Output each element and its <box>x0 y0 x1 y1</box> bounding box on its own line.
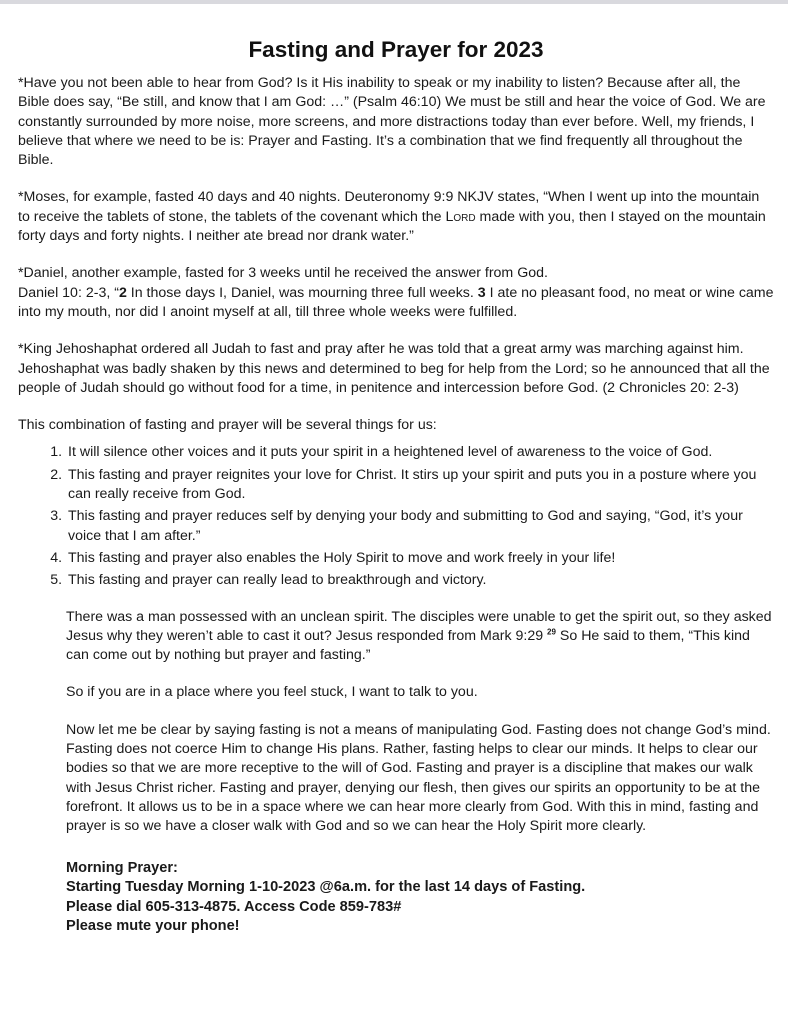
list-item: 2. This fasting and prayer reignites your love for Christ. It stirs up your spirit and puts you in a posture where you can really receive from God. <box>66 466 774 505</box>
combination-intro: This combination of fasting and prayer will be several things for us: <box>18 417 437 434</box>
unclean-spirit-paragraph <box>66 608 774 666</box>
morning-prayer-heading: Morning Prayer: <box>66 859 178 876</box>
list-item: 4. This fasting and prayer also enables the Holy Spirit to move and work freely in your life! <box>66 549 774 568</box>
daniel-paragraph <box>18 264 774 322</box>
unclean-text-before: There was a man possessed with an unclean spirit. The disciples were unable to get the spirit out, so they asked Jesus why they weren’t able to cast it out? Jesus responded from Mark 9:29 <box>66 608 772 644</box>
morning-prayer-start: Starting Tuesday Morning 1-10-2023 @6a.m. for the last 14 days of Fasting. <box>66 879 586 896</box>
daniel-text-3: I ate no pleasant food, no meat or wine came into my mouth, nor did I anoint myself at all, till three whole weeks were fulfilled. <box>18 284 774 320</box>
morning-prayer-mute: Please mute your phone! <box>66 918 240 935</box>
intro-paragraph: *Have you not been able to hear from God? Is it His inability to speak or my inability to listen? Because after all, the Bible does say, “Be still, and know that I am God: …” (Psalm 46:10) We must be still and hear the voice of God. We are constantly surrounded by more noise, more screens, and more distractions today than ever before. Well, my friends, I believe that where we need to be is: Prayer and Fasting. It’s a combination that we find frequently all throughout the Bible. <box>18 75 766 169</box>
daniel-line-1: *Daniel, another example, fasted for 3 weeks until he received the answer from God. <box>18 265 548 282</box>
list-item: 5. This fasting and prayer can really lead to breakthrough and victory. <box>66 571 774 590</box>
list-item: 1. It will silence other voices and it puts your spirit in a heightened level of awareness to the voice of God. <box>66 443 774 462</box>
moses-lord: Lord <box>445 208 476 225</box>
daniel-ref: Daniel 10: 2-3, “ <box>18 284 119 301</box>
daniel-verse-2: 2 <box>118 284 127 301</box>
morning-prayer-block <box>66 859 774 937</box>
jehoshaphat-paragraph: *King Jehoshaphat ordered all Judah to fast and pray after he was told that a great army was marching against him. Jehoshaphat was badly shaken by this news and determined to beg for help from the Lord; so he announced that all the people of Judah should go without food for a time, in penitence and intercession before God. (2 Chronicles 20: 2-3) <box>18 341 770 396</box>
benefits-list <box>18 443 774 590</box>
moses-text-before: *Moses, for example, fasted 40 days and 40 nights. Deuteronomy 9:9 NKJV states, “When I went up into the mountain to receive the tablets of stone, the tablets of the covenant which the <box>18 189 760 225</box>
unclean-verse-number: 29 <box>547 627 556 637</box>
page-title: Fasting and Prayer for 2023 <box>248 37 544 62</box>
document-page <box>18 36 774 937</box>
unclean-text-after: So He said to them, “This kind can come out by nothing but prayer and fasting.” <box>66 627 750 664</box>
daniel-text-2: In those days I, Daniel, was mourning three full weeks. <box>126 284 478 301</box>
morning-prayer-dial: Please dial 605-313-4875. Access Code 859-783# <box>66 898 402 915</box>
top-border <box>0 0 788 4</box>
moses-paragraph <box>18 188 774 246</box>
list-item: 3. This fasting and prayer reduces self by denying your body and submitting to God and saying, “God, it’s your voice that I am after.” <box>66 507 774 546</box>
clear-paragraph: Now let me be clear by saying fasting is not a means of manipulating God. Fasting does not change God’s mind. Fasting does not coerce Him to change His plans. Rather, fasting helps to clear our minds. It helps to clear our bodies so that we are more receptive to the will of God. Fasting and prayer is a discipline that makes our walk with Jesus Christ richer. Fasting and prayer, denying our flesh, then gives our spirits an opportunity to be at the forefront. It allows us to be in a space where we can hear more clearly from God. With this in mind, fasting and prayer is so we have a closer walk with God and so we can hear the Holy Spirit more clearly. <box>66 721 771 835</box>
stuck-paragraph: So if you are in a place where you feel stuck, I want to talk to you. <box>66 684 478 701</box>
daniel-verse-3: 3 <box>477 284 486 301</box>
moses-text-after: made with you, then I stayed on the mountain forty days and forty nights. I neither ate bread nor drank water.” <box>18 208 766 245</box>
